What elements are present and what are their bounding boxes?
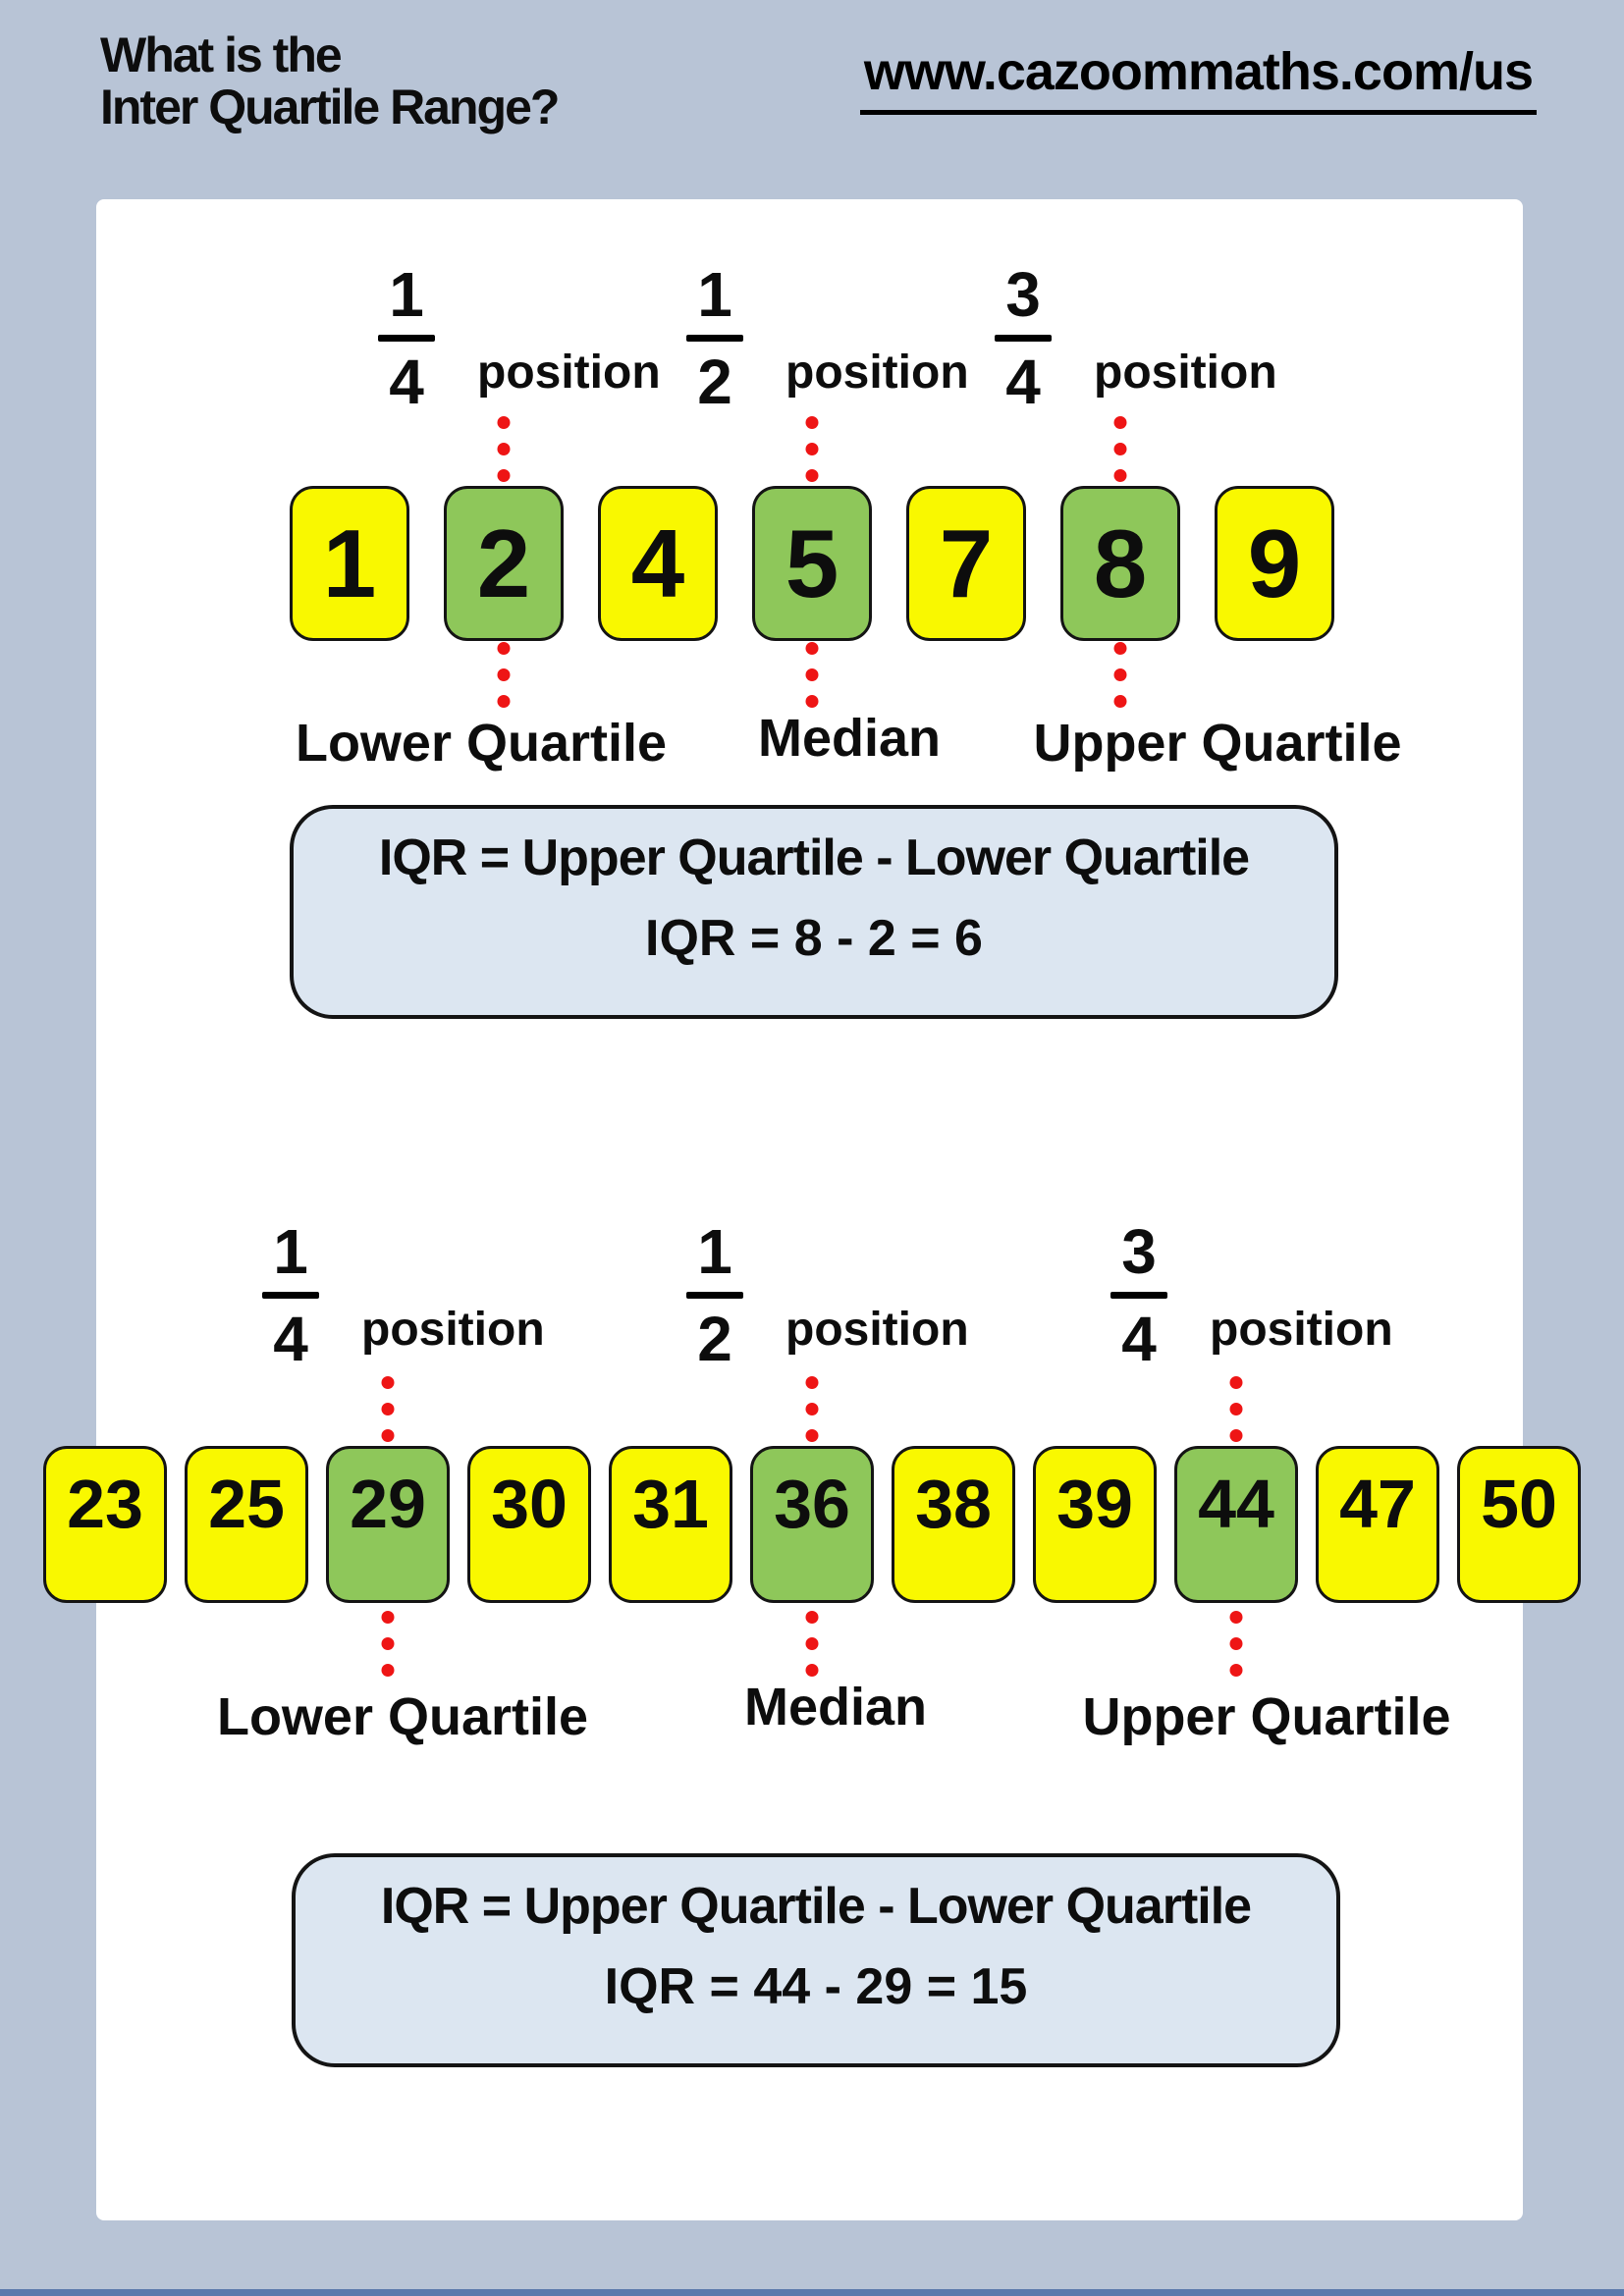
number-card — [609, 1446, 732, 1603]
position-label: position — [361, 1304, 545, 1356]
number-card — [1316, 1446, 1439, 1603]
fraction-denominator: 4 — [389, 347, 424, 417]
iqr-formula-box — [292, 1853, 1340, 2067]
fraction-bar — [1110, 1292, 1167, 1299]
card-value: 30 — [491, 1466, 568, 1542]
card-value: 8 — [1093, 508, 1148, 617]
fraction-three-quarters — [1094, 1216, 1184, 1374]
fraction-group-quarter — [361, 259, 661, 417]
page-title-line1: What is the — [100, 27, 341, 82]
card-value: 4 — [630, 508, 685, 617]
fraction-bar — [378, 335, 435, 342]
card-value: 1 — [322, 508, 377, 617]
dotted-connector — [1230, 1376, 1243, 1442]
dotted-connector — [498, 416, 511, 482]
fraction-numerator: 1 — [697, 259, 732, 330]
number-card — [752, 486, 872, 641]
dotted-connector — [1230, 1611, 1243, 1677]
fraction-bar — [686, 335, 743, 342]
card-value: 44 — [1198, 1466, 1274, 1542]
fraction-one-half — [670, 259, 760, 417]
iqr-formula-line: IQR = Upper Quartile - Lower Quartile — [380, 1878, 1252, 1935]
fraction-numerator: 1 — [389, 259, 424, 330]
dotted-connector — [806, 416, 819, 482]
number-card — [326, 1446, 450, 1603]
fraction-bar — [262, 1292, 319, 1299]
fraction-one-quarter — [361, 259, 452, 417]
median-label: Median — [757, 709, 942, 768]
card-value: 50 — [1481, 1466, 1557, 1542]
iqr-result-line: IQR = 8 - 2 = 6 — [645, 910, 983, 967]
fraction-numerator: 1 — [273, 1216, 308, 1287]
card-value: 39 — [1056, 1466, 1133, 1542]
card-value: 7 — [939, 508, 994, 617]
iqr-formula-line: IQR = Upper Quartile - Lower Quartile — [378, 829, 1250, 886]
iqr-formula-box — [290, 805, 1338, 1019]
lower-quartile-label: Lower Quartile — [216, 1687, 589, 1746]
dotted-connector — [806, 642, 819, 708]
position-label: position — [1210, 1304, 1393, 1356]
dotted-connector — [806, 1376, 819, 1442]
upper-quartile-label: Upper Quartile — [1082, 1687, 1451, 1746]
median-label: Median — [743, 1678, 928, 1736]
number-card — [1457, 1446, 1581, 1603]
fraction-one-quarter — [245, 1216, 336, 1374]
number-card — [750, 1446, 874, 1603]
number-card — [906, 486, 1026, 641]
card-value: 47 — [1339, 1466, 1416, 1542]
fraction-bar — [686, 1292, 743, 1299]
dotted-connector — [382, 1376, 395, 1442]
position-label: position — [1094, 347, 1277, 399]
card-value: 31 — [632, 1466, 709, 1542]
dotted-connector — [1114, 642, 1127, 708]
site-url-link[interactable]: www.cazoommaths.com/us — [860, 41, 1537, 115]
number-card — [892, 1446, 1015, 1603]
position-label: position — [785, 347, 969, 399]
lower-quartile-label: Lower Quartile — [295, 714, 668, 773]
card-value: 29 — [350, 1466, 426, 1542]
number-card — [185, 1446, 308, 1603]
page-title — [100, 29, 558, 133]
number-card — [290, 486, 409, 641]
iqr-result-line: IQR = 44 - 29 = 15 — [604, 1958, 1028, 2015]
number-card — [467, 1446, 591, 1603]
dotted-connector — [382, 1611, 395, 1677]
card-value: 25 — [208, 1466, 285, 1542]
number-card — [444, 486, 564, 641]
card-value: 9 — [1247, 508, 1302, 617]
upper-quartile-label: Upper Quartile — [1033, 714, 1402, 773]
card-value: 38 — [915, 1466, 992, 1542]
fraction-numerator: 3 — [1005, 259, 1041, 330]
card-value: 36 — [774, 1466, 850, 1542]
number-card — [43, 1446, 167, 1603]
card-value: 5 — [785, 508, 839, 617]
number-card — [1174, 1446, 1298, 1603]
fraction-group-half — [670, 259, 969, 417]
bottom-edge-strip — [0, 2289, 1624, 2296]
fraction-three-quarters — [978, 259, 1068, 417]
number-card — [1060, 486, 1180, 641]
fraction-denominator: 2 — [697, 1304, 732, 1374]
page-title-line2: Inter Quartile Range? — [100, 80, 559, 134]
dotted-connector — [806, 1611, 819, 1677]
number-card — [598, 486, 718, 641]
dotted-connector — [1114, 416, 1127, 482]
fraction-numerator: 1 — [697, 1216, 732, 1287]
fraction-group-half — [670, 1216, 969, 1374]
dotted-connector — [498, 642, 511, 708]
position-label: position — [477, 347, 661, 399]
fraction-group-three-quarters — [978, 259, 1277, 417]
fraction-group-three-quarters — [1094, 1216, 1393, 1374]
fraction-denominator: 4 — [1121, 1304, 1157, 1374]
number-card — [1215, 486, 1334, 641]
position-label: position — [785, 1304, 969, 1356]
fraction-denominator: 2 — [697, 347, 732, 417]
card-value: 23 — [67, 1466, 143, 1542]
fraction-denominator: 4 — [273, 1304, 308, 1374]
fraction-bar — [995, 335, 1052, 342]
fraction-denominator: 4 — [1005, 347, 1041, 417]
fraction-numerator: 3 — [1121, 1216, 1157, 1287]
fraction-one-half — [670, 1216, 760, 1374]
card-value: 2 — [476, 508, 531, 617]
fraction-group-quarter — [245, 1216, 545, 1374]
number-card — [1033, 1446, 1157, 1603]
